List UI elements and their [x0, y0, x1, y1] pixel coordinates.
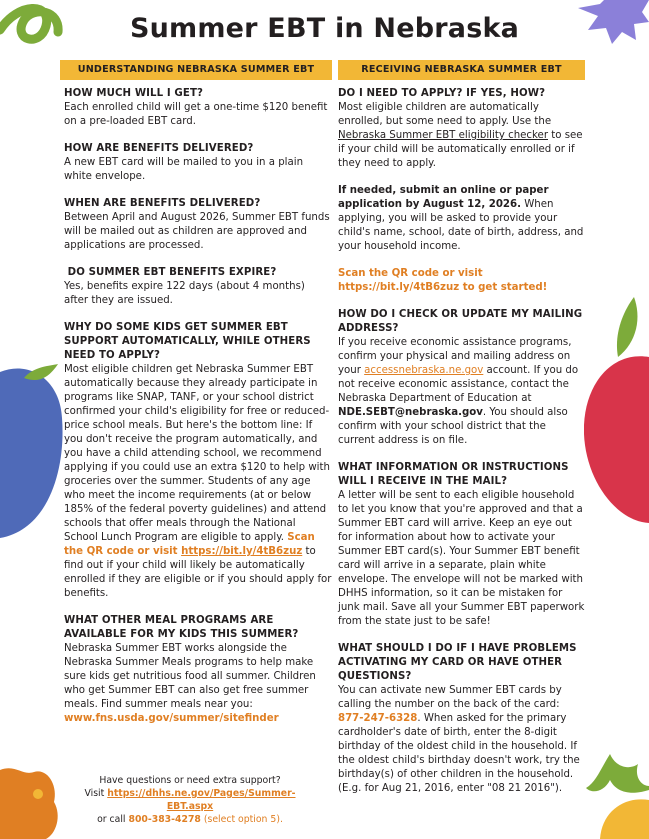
- footer-call-label: or call: [97, 814, 129, 825]
- question-delivery-method: HOW ARE BENEFITS DELIVERED?: [64, 143, 254, 154]
- answer-delivery-method: A new EBT card will be mailed to you in a plain white envelope.: [64, 157, 304, 182]
- question-delivery-timing: WHEN ARE BENEFITS DELIVERED?: [64, 198, 261, 209]
- dhhs-link[interactable]: https://dhhs.ne.gov/Pages/Summer-EBT.aspx: [107, 788, 296, 812]
- answer-mailing-address: [338, 336, 585, 448]
- page-title: Summer EBT in Nebraska: [129, 13, 520, 44]
- answer-how-much: Each enrolled child will get a one-time $120 benefit on a pre-loaded EBT card.: [64, 102, 328, 127]
- application-deadline-text: When applying, you will be asked to provide your child's name, school, date of birth, address, and your household income.: [338, 199, 584, 252]
- qr-cta-text: Scan the QR code or visit: [64, 532, 315, 557]
- question-how-much: HOW MUCH WILL I GET?: [64, 88, 204, 99]
- footer-option: (select option 5).: [200, 814, 283, 825]
- orange-splotch-decoration: [0, 764, 62, 839]
- answer-mailing-post: . You should also confirm with your school district that the current address is on file.: [338, 407, 568, 446]
- footer-visit-line: [70, 787, 310, 813]
- answer-automatic-text: Most eligible children get Nebraska Summer EBT automatically because they already participate in programs like SNAP, TANF, or your school district confirmed your child's eligibility for free or reduced-price school meals. But here's the bottom line: If you don't receive the program automatically, and you have a child attending school, we recommend applying if you could use an extra $120 to help with groceries over the summer. Students of any age who meet the income requirements (at or below 185% of the federal poverty guidelines) and attend schools that offer meals through the National School Lunch Program are eligible to apply.: [64, 364, 330, 543]
- left-section-header: UNDERSTANDING NEBRASKA SUMMER EBT: [60, 60, 332, 80]
- answer-mailing-mid: account. If you do not receive economic assistance, contact the Nebraska Department of Education at: [338, 365, 579, 404]
- blueberry-decoration: [0, 360, 64, 540]
- sitefinder-link[interactable]: www.fns.usda.gov/summer/sitefinder: [64, 713, 279, 724]
- question-mail-info: WHAT INFORMATION OR INSTRUCTIONS WILL I RECEIVE IN THE MAIL?: [338, 462, 569, 487]
- application-deadline-bold: If needed, submit an online or paper application by August 12, 2026.: [338, 185, 549, 210]
- footer-phone[interactable]: 800-383-4278: [128, 814, 201, 825]
- answer-need-apply: [338, 101, 585, 171]
- answer-other-programs-text: Nebraska Summer EBT works alongside the Nebraska Summer Meals programs to help make sure kids get nutritious food all summer. Children who get Summer EBT can also get free summer meals. Find summer meals near you:: [64, 643, 316, 710]
- question-other-programs: WHAT OTHER MEAL PROGRAMS ARE AVAILABLE FOR MY KIDS THIS SUMMER?: [64, 615, 299, 640]
- footer-contact: [70, 774, 310, 826]
- footer-question: Have questions or need extra support?: [99, 775, 281, 786]
- orange-fruit-decoration: [586, 750, 649, 839]
- answer-activation-problems: [338, 684, 585, 796]
- footer-visit-label: Visit: [84, 788, 108, 799]
- bitly-link[interactable]: https://bit.ly/4tB6zuz: [181, 546, 303, 557]
- activation-phone[interactable]: 877-247-6328: [338, 713, 418, 724]
- nde-email[interactable]: NDE.SEBT@nebraska.gov: [338, 407, 483, 418]
- eligibility-checker-link[interactable]: Nebraska Summer EBT eligibility checker: [338, 130, 549, 141]
- answer-expire: Yes, benefits expire 122 days (about 4 months) after they are issued.: [64, 281, 305, 306]
- answer-mail-info: A letter will be sent to each eligible household to let you know that you're approved and that a Summer EBT card will arrive. Keep an eye out for information about how to activate your Summer EBT card(s). Your Summer EBT benefit card will arrive in a separate, plain white envelope. The envelope will not be marked with DHHS information, so it can be mistaken for junk mail. Save all your Summer EBT paperwork from the state just to be safe!: [338, 490, 585, 627]
- question-automatic: WHY DO SOME KIDS GET SUMMER EBT SUPPORT AUTOMATICALLY, WHILE OTHERS NEED TO APPLY?: [64, 322, 311, 361]
- answer-automatic: [64, 363, 332, 601]
- answer-mailing-pre: If you receive economic assistance programs, confirm your physical and mailing address on your: [338, 337, 572, 376]
- get-started-cta[interactable]: Scan the QR code or visit https://bit.ly/4tB6zuz to get started!: [338, 268, 548, 293]
- question-need-apply: DO I NEED TO APPLY? IF YES, HOW?: [338, 88, 546, 99]
- footer-call-line: [70, 813, 310, 826]
- left-column: [64, 60, 332, 726]
- question-mailing-address: HOW DO I CHECK OR UPDATE MY MAILING ADDRESS?: [338, 309, 583, 334]
- answer-automatic-after: to find out if your child will likely be automatically enrolled if they are eligible or if you should apply for benefits.: [64, 546, 332, 599]
- question-expire: DO SUMMER EBT BENEFITS EXPIRE?: [64, 267, 277, 278]
- application-deadline: [338, 184, 585, 254]
- right-column: [338, 60, 585, 796]
- accessnebraska-link[interactable]: accessnebraska.ne.gov: [364, 365, 484, 376]
- question-activation-problems: WHAT SHOULD I DO IF I HAVE PROBLEMS ACTIVATING MY CARD OR HAVE OTHER QUESTIONS?: [338, 643, 577, 682]
- answer-activation-pre: You can activate new Summer EBT cards by calling the number on the back of the card:: [338, 685, 562, 710]
- answer-activation-post: . When asked for the primary cardholder's date of birth, enter the 8-digit birthday of the oldest child in the household. If the oldest child's birthday doesn't work, try the birthday(s) of other children in the household. (E.g. for Aug 21, 2016, enter "08 21 2016").: [338, 713, 580, 794]
- answer-delivery-timing: Between April and August 2026, Summer EBT funds will be mailed out as children are approved and applications are processed.: [64, 212, 330, 251]
- answer-other-programs: [64, 642, 332, 726]
- answer-need-apply-post: to see if your child will be automatically enrolled or if they need to apply.: [338, 130, 583, 169]
- right-section-header: RECEIVING NEBRASKA SUMMER EBT: [338, 60, 585, 80]
- apple-decoration: [584, 295, 649, 525]
- answer-need-apply-pre: Most eligible children are automatically enrolled, but some need to apply. Use the: [338, 102, 552, 127]
